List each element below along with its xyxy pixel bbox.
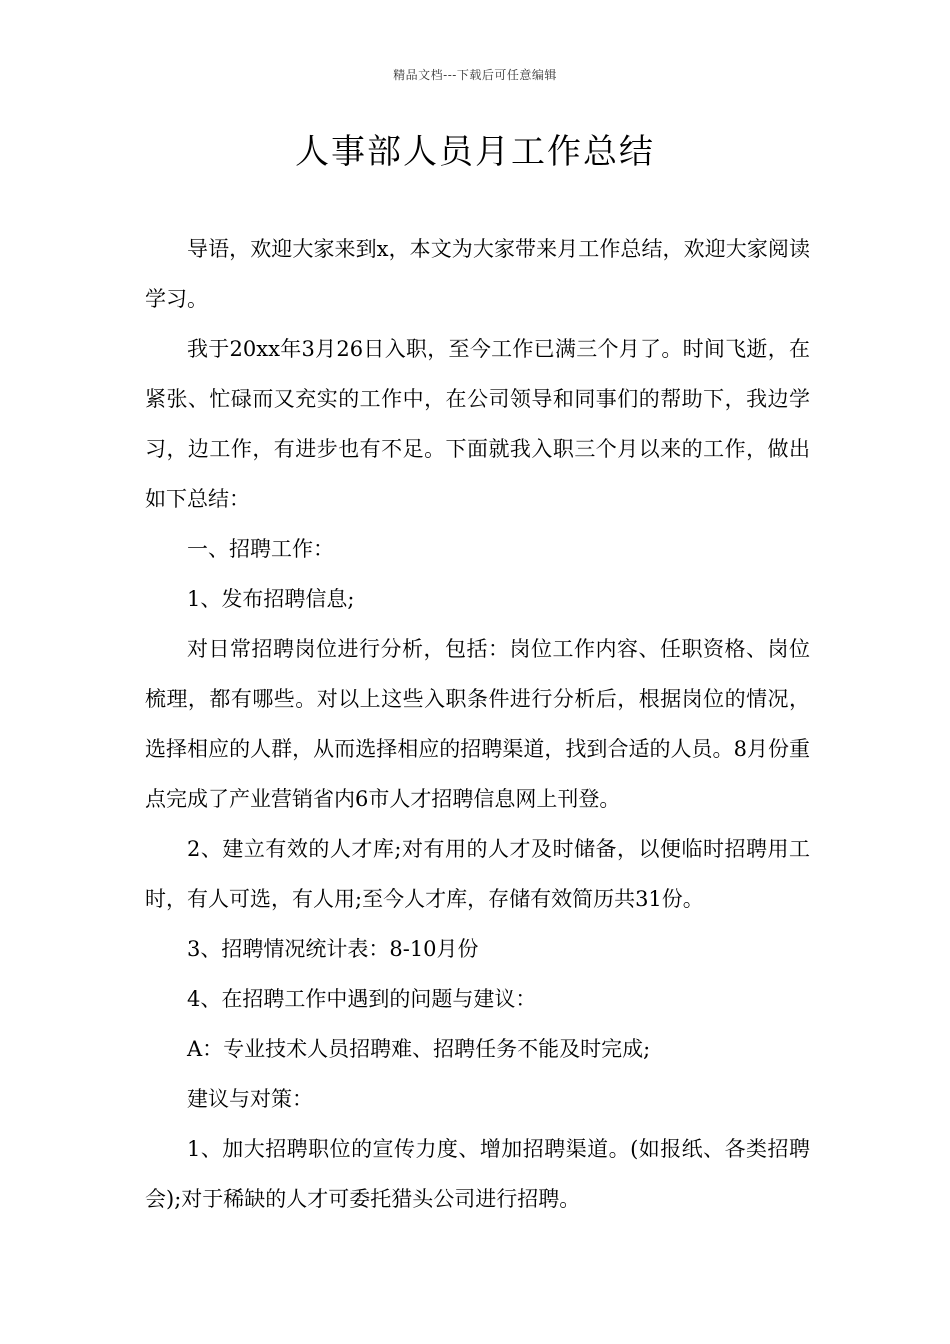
paragraph-intro: 导语，欢迎大家来到x，本文为大家带来月工作总结，欢迎大家阅读学习。 xyxy=(145,237,810,311)
problem-item-a: A：专业技术人员招聘难、招聘任务不能及时完成; xyxy=(187,1037,651,1061)
document-body xyxy=(145,224,810,1224)
list-item-publish-info: 1、发布招聘信息; xyxy=(187,587,355,611)
header-note: 精品文档---下载后可任意编辑 xyxy=(393,68,557,82)
paragraph-position-analysis: 对日常招聘岗位进行分析，包括：岗位工作内容、任职资格、岗位梳理，都有哪些。对以上这些入职条件进行分析后，根据岗位的情况，选择相应的人群，从而选择相应的招聘渠道，找到合适的人员。8月份重点完成了产业营销省内6市人才招聘信息网上刊登。 xyxy=(145,637,810,811)
suggestion-item-1: 1、加大招聘职位的宣传力度、增加招聘渠道。(如报纸、各类招聘会);对于稀缺的人才可委托猎头公司进行招聘。 xyxy=(145,1137,810,1211)
paragraph-summary-opening: 我于20xx年3月26日入职，至今工作已满三个月了。时间飞逝，在紧张、忙碌而又充实的工作中，在公司领导和同事们的帮助下，我边学习，边工作，有进步也有不足。下面就我入职三个月以来的工作，做出如下总结： xyxy=(145,337,810,511)
subheading-suggestions: 建议与对策： xyxy=(187,1087,313,1111)
section-heading-recruitment: 一、招聘工作： xyxy=(187,537,334,561)
document-title: 人事部人员月工作总结 xyxy=(295,132,655,172)
list-item-talent-pool: 2、建立有效的人才库;对有用的人才及时储备，以便临时招聘用工时，有人可选，有人用;至今人才库，存储有效简历共31份。 xyxy=(145,837,810,911)
list-item-statistics: 3、招聘情况统计表：8-10月份 xyxy=(187,937,479,961)
list-item-problems: 4、在招聘工作中遇到的问题与建议： xyxy=(187,987,537,1011)
